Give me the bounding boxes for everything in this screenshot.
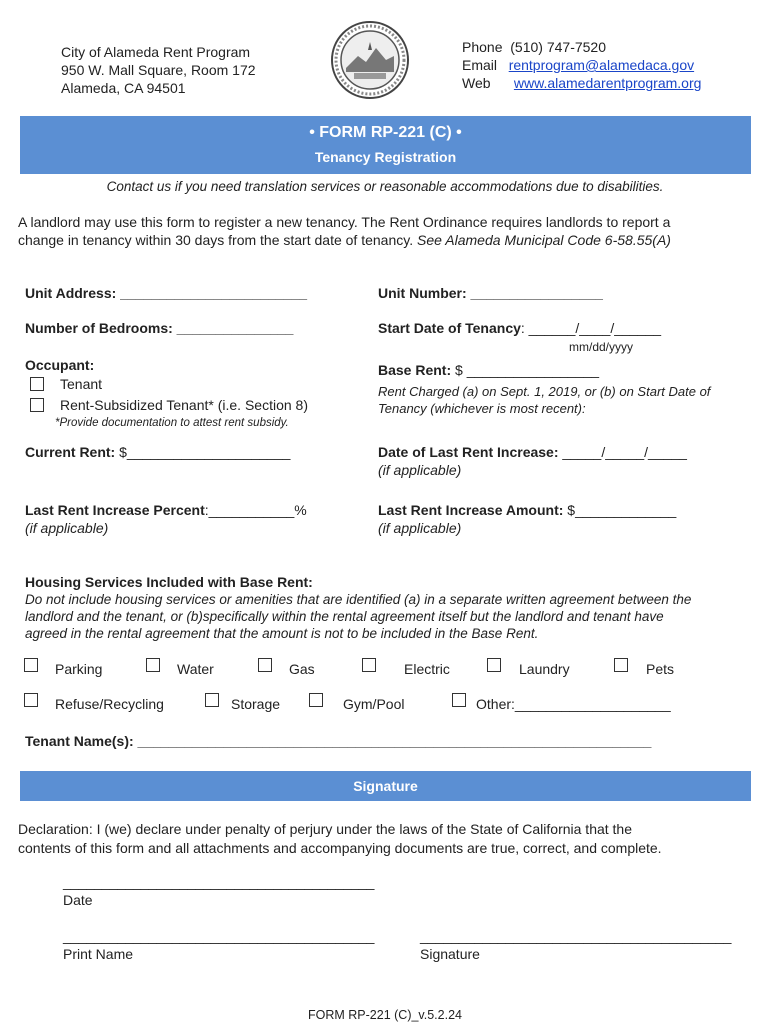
last-increase-amount-blank: $_____________ [567, 502, 677, 518]
if-applicable-note-3: (if applicable) [378, 520, 462, 536]
phone-number: (510) 747-7520 [510, 39, 607, 55]
base-rent-label: Base Rent: [378, 362, 452, 378]
housing-note-line2: landlord and the tenant, or (b)specifically within the rental agreement itself but the landlord and tenant have [25, 609, 664, 624]
footer-form-version: FORM RP-221 (C)_v.5.2.24 [308, 1008, 462, 1022]
housing-services-heading: Housing Services Included with Base Rent: [25, 574, 313, 590]
org-street: 950 W. Mall Square, Room 172 [61, 62, 256, 78]
contact-note: Contact us if you need translation services or reasonable accommodations due to disabilities. [106, 179, 664, 194]
base-rent-blank: $ _________________ [455, 362, 600, 378]
occupant-label: Occupant: [25, 357, 95, 373]
last-increase-date-field[interactable] [378, 444, 687, 460]
tenant-option-label: Tenant [60, 376, 103, 392]
tenant-checkbox[interactable] [30, 377, 44, 391]
laundry-label: Laundry [519, 661, 570, 677]
if-applicable-note-2: (if applicable) [25, 520, 109, 536]
intro-line2: change in tenancy within 30 days from the start date of tenancy. [18, 232, 414, 248]
unit-address-field[interactable]: Unit Address: ________________________ [25, 285, 308, 301]
water-label: Water [177, 661, 214, 677]
parking-label: Parking [55, 661, 103, 677]
start-date-label: Start Date of Tenancy [378, 320, 521, 336]
web-label: Web [462, 75, 491, 91]
intro-text [18, 213, 671, 249]
org-address [61, 43, 256, 97]
pets-label: Pets [646, 661, 675, 677]
declaration-line2: contents of this form and all attachments and accompanying documents are true, correct, and complete. [18, 840, 662, 856]
intro-line1: A landlord may use this form to register a new tenancy. The Rent Ordinance requires landlords to report a [18, 214, 671, 230]
other-field[interactable]: Other:____________________ [476, 696, 671, 712]
electric-checkbox[interactable] [362, 658, 376, 672]
electric-label: Electric [404, 661, 450, 677]
storage-label: Storage [231, 696, 281, 712]
city-seal-logo [330, 20, 410, 100]
refuse-checkbox[interactable] [24, 693, 38, 707]
last-increase-percent-label: Last Rent Increase Percent [25, 502, 205, 518]
last-increase-date-blank: _____/_____/_____ [562, 444, 687, 460]
title-band [20, 116, 751, 174]
water-checkbox[interactable] [146, 658, 160, 672]
unit-number-field[interactable]: Unit Number: _________________ [378, 285, 603, 301]
email-link[interactable]: rentprogram@alamedaca.gov [508, 57, 695, 73]
date-format-hint: mm/dd/yyyy [569, 340, 634, 354]
contact-info [462, 38, 701, 92]
base-rent-note-line2: Tenancy (whichever is most recent): [378, 401, 586, 416]
base-rent-field[interactable] [378, 362, 599, 378]
print-name-label: Print Name [63, 946, 134, 962]
housing-services-note [25, 591, 691, 642]
bedrooms-field[interactable]: Number of Bedrooms: _______________ [25, 320, 294, 336]
phone-label: Phone [462, 39, 503, 55]
current-rent-blank: $_____________________ [119, 444, 291, 460]
current-rent-label: Current Rent: [25, 444, 116, 460]
rent-subsidized-label: Rent-Subsidized Tenant* (i.e. Section 8) [60, 397, 308, 413]
date-signature-line[interactable]: ________________________________________ [63, 874, 375, 890]
web-link[interactable]: www.alamedarentprogram.org [513, 75, 702, 91]
date-label: Date [63, 892, 93, 908]
last-increase-percent-blank: :___________% [204, 502, 307, 518]
last-increase-percent-field[interactable] [25, 502, 307, 518]
gym-pool-checkbox[interactable] [309, 693, 323, 707]
code-reference: See Alameda Municipal Code 6-58.55(A) [416, 232, 671, 248]
signature-label: Signature [420, 946, 480, 962]
declaration-text [18, 820, 662, 858]
print-name-line[interactable]: ________________________________________ [63, 928, 375, 944]
gym-pool-label: Gym/Pool [343, 696, 405, 712]
other-checkbox[interactable] [452, 693, 466, 707]
gas-label: Gas [289, 661, 315, 677]
subsidy-note: *Provide documentation to attest rent subsidy. [55, 417, 289, 429]
email-label: Email [462, 57, 498, 73]
storage-checkbox[interactable] [205, 693, 219, 707]
org-city: Alameda, CA 94501 [61, 80, 186, 96]
last-increase-amount-field[interactable] [378, 502, 676, 518]
pets-checkbox[interactable] [614, 658, 628, 672]
parking-checkbox[interactable] [24, 658, 38, 672]
laundry-checkbox[interactable] [487, 658, 501, 672]
current-rent-field[interactable] [25, 444, 290, 460]
gas-checkbox[interactable] [258, 658, 272, 672]
signature-band: Signature [20, 771, 751, 801]
last-increase-amount-label: Last Rent Increase Amount: [378, 502, 564, 518]
housing-note-line3: agreed in the rental agreement that the amount is not to be included in the Base Rent. [25, 626, 539, 641]
rent-subsidized-checkbox[interactable] [30, 398, 44, 412]
refuse-label: Refuse/Recycling [55, 696, 164, 712]
housing-note-line1: Do not include housing services or amenities that are identified (a) in a separate written agreement between the [25, 592, 692, 607]
start-date-field[interactable] [378, 320, 661, 336]
base-rent-note-line1: Rent Charged (a) on Sept. 1, 2019, or (b) on Start Date of [378, 384, 711, 399]
base-rent-note [378, 383, 710, 417]
declaration-line1: Declaration: I (we) declare under penalty of perjury under the laws of the State of California that the [18, 821, 633, 837]
start-date-blank: : ______/____/______ [520, 320, 662, 336]
if-applicable-note-1: (if applicable) [378, 462, 462, 478]
form-subtitle: Tenancy Registration [314, 149, 457, 165]
signature-line[interactable]: ________________________________________ [420, 928, 732, 944]
tenant-names-field[interactable]: Tenant Name(s): __________________________________________________________________ [25, 733, 652, 749]
last-increase-date-label: Date of Last Rent Increase: [378, 444, 559, 460]
org-name: City of Alameda Rent Program [61, 44, 251, 60]
form-title: • FORM RP-221 (C) • [309, 124, 462, 141]
